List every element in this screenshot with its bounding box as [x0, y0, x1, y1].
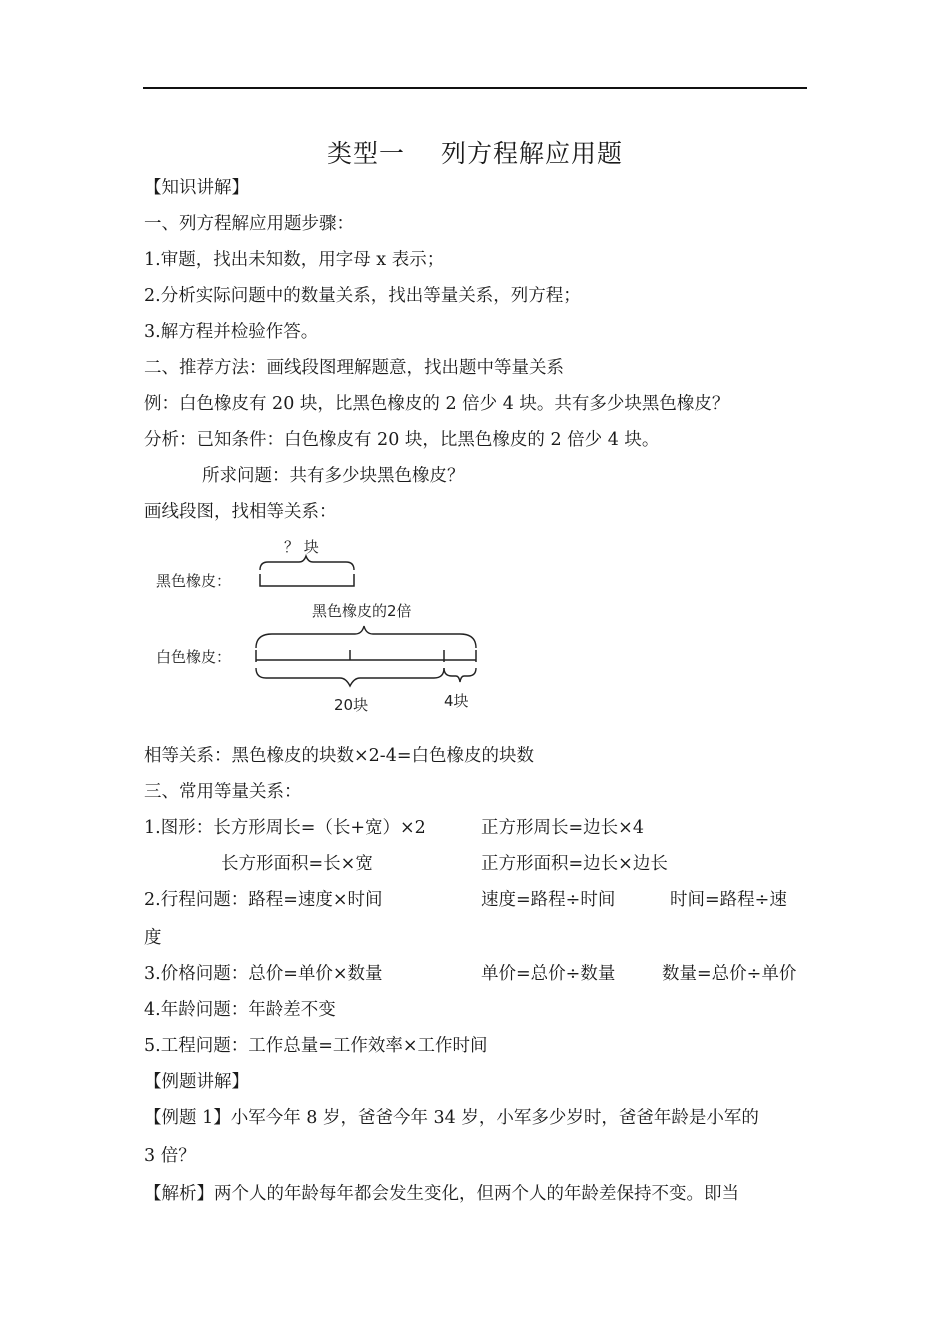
rel-work: 5.工程问题：工作总量=工作效率×工作时间 — [144, 1036, 488, 1056]
rel-square-perimeter: 正方形周长=边长×4 — [481, 818, 644, 838]
rel-distance: 2.行程问题：路程=速度×时间 — [144, 890, 383, 910]
title-part2: 列方程解应用题 — [441, 139, 624, 168]
black-segment — [260, 574, 354, 586]
page-title — [0, 134, 950, 170]
rel-speed: 速度=路程÷时间 — [481, 890, 616, 910]
twenty-bottom-brace — [256, 668, 444, 686]
method-example: 例：白色橡皮有 20 块，比黑色橡皮的 2 倍少 4 块。共有多少块黑色橡皮？ — [144, 394, 730, 414]
common-heading: 三、常用等量关系： — [144, 782, 302, 802]
rel-age: 4.年龄问题：年龄差不变 — [144, 1000, 336, 1020]
rel-time: 时间=路程÷速 — [670, 890, 787, 910]
section-knowledge: 【知识讲解】 — [144, 178, 249, 198]
example-1-line1: 【例题 1】小军今年 8 岁，爸爸今年 34 岁，小军多少岁时，爸爸年龄是小军的 — [144, 1108, 759, 1128]
example-1-analysis: 【解析】两个人的年龄每年都会发生变化，但两个人的年龄差保持不变。即当 — [144, 1184, 739, 1204]
rel-quantity: 数量=总价÷单价 — [662, 964, 797, 984]
example-1-line2: 3 倍？ — [144, 1146, 196, 1166]
section-examples: 【例题讲解】 — [144, 1072, 249, 1092]
step-1: 1.审题，找出未知数，用字母 x 表示； — [144, 250, 445, 270]
line-segment-diagram — [150, 530, 490, 720]
relation: 相等关系：黑色橡皮的块数×2-4=白色橡皮的块数 — [144, 746, 535, 766]
method-analysis: 分析：已知条件：白色橡皮有 20 块，比黑色橡皮的 2 倍少 4 块。 — [144, 430, 660, 450]
rel-unit-price: 单价=总价÷数量 — [481, 964, 616, 984]
double-top-brace — [256, 626, 476, 648]
header-rule — [143, 87, 807, 89]
step-2: 2.分析实际问题中的数量关系，找出等量关系，列方程； — [144, 286, 581, 306]
black-top-brace — [260, 556, 354, 570]
method-heading: 二、推荐方法：画线段图理解题意，找出题中等量关系 — [144, 358, 564, 378]
method-draw: 画线段图，找相等关系： — [144, 502, 337, 522]
rel-square-area: 正方形面积=边长×边长 — [481, 854, 668, 874]
four-label: 4块 — [444, 692, 469, 710]
rel-time-cont: 度 — [144, 928, 162, 948]
black-eraser-label: 黑色橡皮： — [156, 572, 232, 590]
white-eraser-label: 白色橡皮： — [156, 648, 232, 666]
twenty-label: 20块 — [334, 696, 369, 714]
title-part1: 类型一 — [326, 139, 405, 168]
rel-total-price: 3.价格问题：总价=单价×数量 — [144, 964, 383, 984]
rel-rect-perimeter: 1.图形：长方形周长=（长+宽）×2 — [144, 818, 426, 838]
double-label: 黑色橡皮的2倍 — [312, 602, 412, 620]
black-unknown-label: ？ 块 — [284, 538, 319, 556]
rel-rect-area: 长方形面积=长×宽 — [221, 854, 373, 874]
four-bottom-brace — [444, 668, 476, 682]
steps-heading: 一、列方程解应用题步骤： — [144, 214, 354, 234]
method-question: 所求问题：共有多少块黑色橡皮？ — [202, 466, 465, 486]
step-3: 3.解方程并检验作答。 — [144, 322, 319, 342]
